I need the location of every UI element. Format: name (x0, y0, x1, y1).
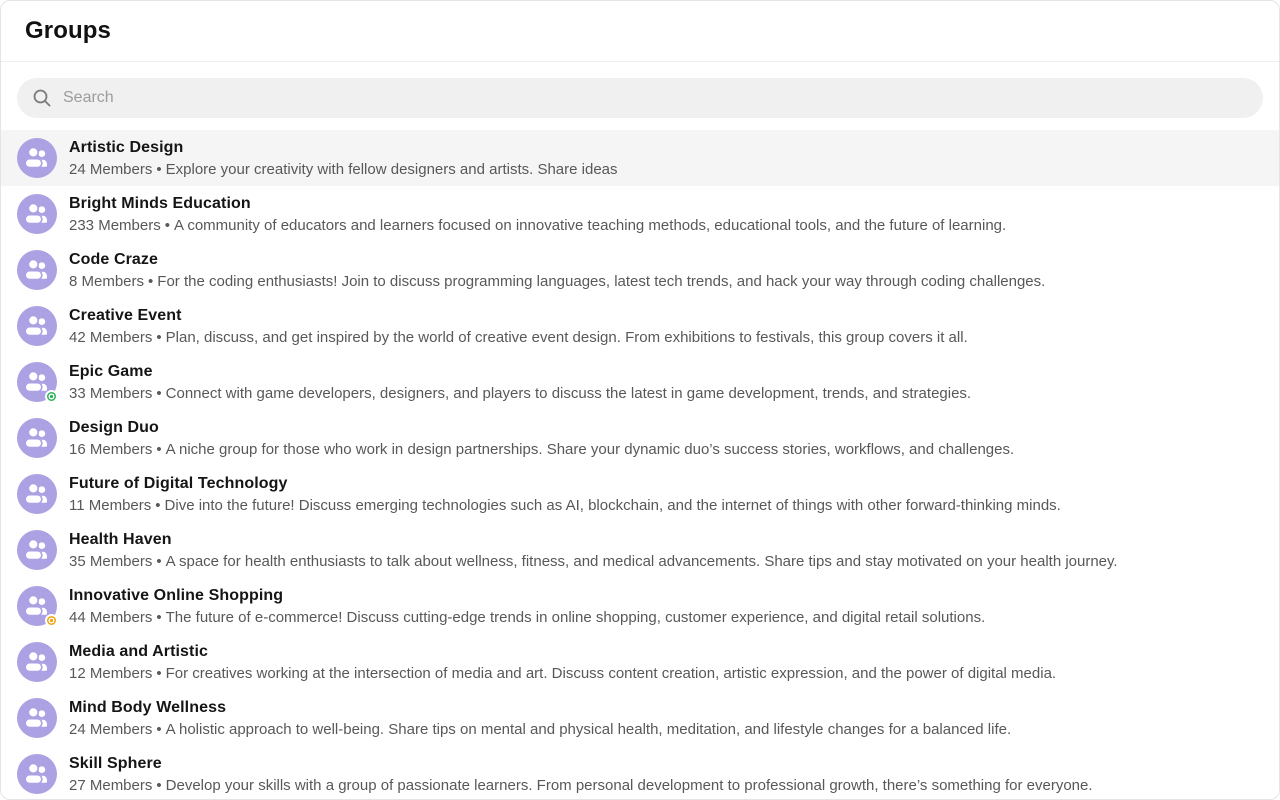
member-count: 24 Members (69, 160, 153, 178)
group-description: Dive into the future! Discuss emerging technologies such as AI, blockchain, and the internet of things with other forward-thinking minds. (164, 496, 1061, 514)
member-count: 35 Members (69, 552, 153, 570)
group-avatar (17, 250, 57, 290)
group-meta (69, 552, 1118, 571)
group-description: A holistic approach to well-being. Share tips on mental and physical health, meditation, and lifestyle changes for a balanced life. (165, 720, 1012, 738)
group-people-icon (17, 642, 57, 682)
group-description: Plan, discuss, and get inspired by the world of creative event design. From exhibitions to festivals, this group covers it all. (165, 328, 968, 346)
group-description: Explore your creativity with fellow designers and artists. Share ideas (165, 160, 618, 178)
group-people-icon (17, 474, 57, 514)
group-meta (69, 384, 971, 403)
member-count: 44 Members (69, 608, 153, 626)
group-avatar (17, 194, 57, 234)
group-people-icon (17, 194, 57, 234)
search-input[interactable] (63, 89, 1249, 107)
group-name: Innovative Online Shopping (69, 586, 284, 604)
group-people-icon (17, 138, 57, 178)
group-people-icon (17, 306, 57, 346)
separator: • (156, 440, 162, 458)
group-list-item[interactable] (1, 466, 1279, 522)
separator: • (156, 328, 162, 346)
group-meta (69, 776, 1093, 795)
group-people-icon (17, 418, 57, 458)
group-text-block (69, 474, 1061, 515)
group-list-item[interactable] (1, 522, 1279, 578)
group-meta (69, 440, 1014, 459)
group-avatar (17, 138, 57, 178)
separator: • (156, 160, 162, 178)
member-count: 16 Members (69, 440, 153, 458)
group-name: Creative Event (69, 306, 182, 324)
group-text-block (69, 250, 1045, 291)
member-count: 33 Members (69, 384, 153, 402)
group-avatar (17, 362, 57, 402)
group-name: Code Craze (69, 250, 159, 268)
group-name: Artistic Design (69, 138, 184, 156)
group-description: The future of e-commerce! Discuss cutting-edge trends in online shopping, customer experience, and digital retail solutions. (165, 608, 986, 626)
member-count: 8 Members (69, 272, 145, 290)
group-name: Epic Game (69, 362, 153, 380)
group-people-icon (17, 250, 57, 290)
group-name: Future of Digital Technology (69, 474, 288, 492)
separator: • (156, 552, 162, 570)
separator: • (156, 664, 162, 682)
group-description: A community of educators and learners focused on innovative teaching methods, educational tools, and the future of learning. (173, 216, 1007, 234)
group-meta (69, 160, 618, 179)
member-count: 11 Members (69, 496, 152, 514)
group-list-item[interactable] (1, 578, 1279, 634)
separator: • (156, 608, 162, 626)
group-text-block (69, 698, 1011, 739)
group-meta (69, 496, 1061, 515)
group-meta (69, 720, 1011, 739)
group-list-item[interactable] (1, 690, 1279, 746)
member-count: 12 Members (69, 664, 153, 682)
group-meta (69, 216, 1006, 235)
group-text-block (69, 754, 1093, 795)
group-list (1, 130, 1279, 799)
group-description: A niche group for those who work in design partnerships. Share your dynamic duo’s success stories, workflows, and challenges. (165, 440, 1015, 458)
member-count: 233 Members (69, 216, 161, 234)
group-meta (69, 608, 985, 627)
group-text-block (69, 586, 985, 627)
group-name: Health Haven (69, 530, 172, 548)
group-meta (69, 272, 1045, 291)
group-avatar (17, 530, 57, 570)
group-avatar (17, 306, 57, 346)
group-text-block (69, 362, 971, 403)
search-bar[interactable] (17, 78, 1263, 118)
group-avatar (17, 642, 57, 682)
group-description: For creatives working at the intersection of media and art. Discuss content creation, artistic expression, and the power of digital media. (165, 664, 1057, 682)
group-description: A space for health enthusiasts to talk about wellness, fitness, and medical advancements. Share tips and stay motivated on your health journey. (165, 552, 1118, 570)
group-list-item[interactable] (1, 242, 1279, 298)
member-count: 24 Members (69, 720, 153, 738)
group-avatar (17, 586, 57, 626)
group-avatar (17, 754, 57, 794)
group-name: Skill Sphere (69, 754, 162, 772)
separator: • (156, 776, 162, 794)
group-text-block (69, 138, 618, 179)
group-text-block (69, 306, 968, 347)
group-people-icon (17, 530, 57, 570)
group-list-item[interactable] (1, 410, 1279, 466)
group-description: Develop your skills with a group of passionate learners. From personal development to professional growth, there’s something for everyone. (165, 776, 1093, 794)
group-text-block (69, 642, 1056, 683)
group-list-item[interactable] (1, 354, 1279, 410)
group-list-item[interactable] (1, 130, 1279, 186)
separator: • (156, 720, 162, 738)
group-name: Design Duo (69, 418, 159, 436)
search-icon (31, 87, 53, 109)
separator: • (156, 384, 162, 402)
group-description: Connect with game developers, designers, and players to discuss the latest in game development, trends, and strategies. (165, 384, 972, 402)
group-people-icon (17, 698, 57, 738)
group-description: For the coding enthusiasts! Join to discuss programming languages, latest tech trends, and hack your way through coding challenges. (157, 272, 1046, 290)
page-title: Groups (25, 17, 111, 44)
group-list-item[interactable] (1, 634, 1279, 690)
separator: • (164, 216, 170, 234)
separator: • (155, 496, 161, 514)
search-section (1, 62, 1279, 130)
group-avatar (17, 418, 57, 458)
group-avatar (17, 474, 57, 514)
separator: • (148, 272, 154, 290)
presence-dot (45, 390, 58, 403)
group-avatar (17, 698, 57, 738)
member-count: 27 Members (69, 776, 153, 794)
group-text-block (69, 194, 1006, 235)
group-name: Media and Artistic (69, 642, 209, 660)
header-bar (1, 1, 1279, 62)
group-list-item[interactable] (1, 186, 1279, 242)
group-list-item[interactable] (1, 298, 1279, 354)
group-text-block (69, 418, 1014, 459)
group-name: Mind Body Wellness (69, 698, 227, 716)
group-name: Bright Minds Education (69, 194, 251, 212)
group-meta (69, 664, 1056, 683)
group-list-item[interactable] (1, 746, 1279, 799)
presence-dot (45, 614, 58, 627)
group-people-icon (17, 754, 57, 794)
member-count: 42 Members (69, 328, 153, 346)
group-meta (69, 328, 968, 347)
group-text-block (69, 530, 1118, 571)
